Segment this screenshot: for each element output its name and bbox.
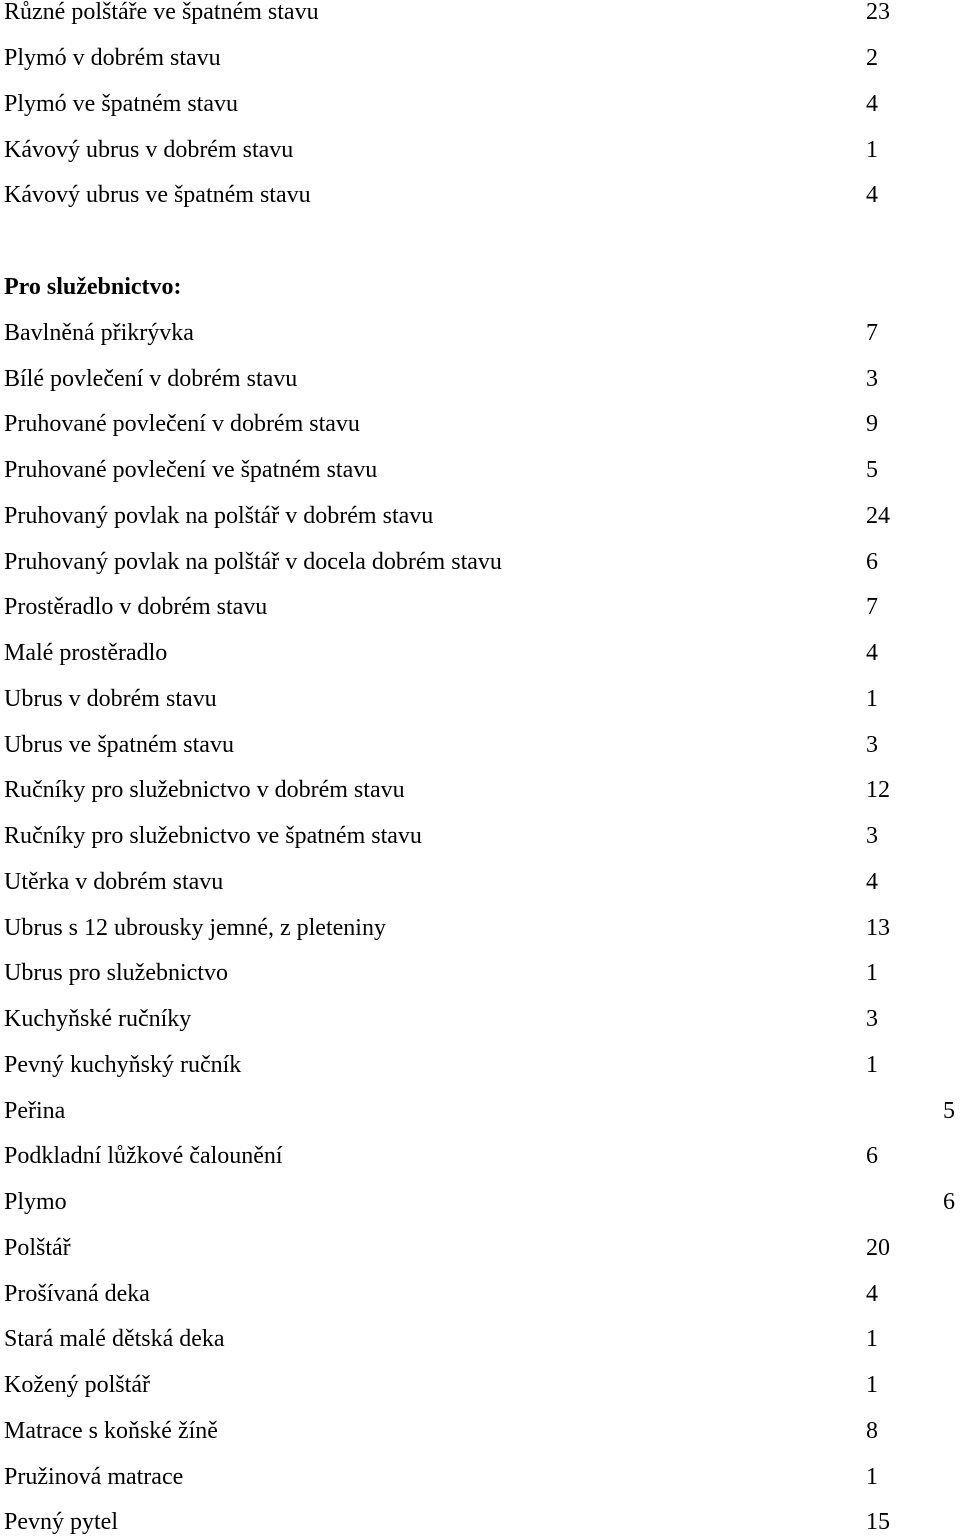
- item-label: Bílé povlečení v dobrém stavu: [4, 366, 298, 392]
- list-item: [0, 87, 960, 121]
- item-quantity: 9: [866, 411, 878, 437]
- item-quantity: 15: [866, 1509, 890, 1535]
- item-quantity: 1: [866, 137, 878, 163]
- list-item: [0, 1139, 960, 1173]
- item-quantity: 1: [866, 686, 878, 712]
- item-label: Prošívaná deka: [4, 1281, 150, 1307]
- item-quantity: 7: [866, 594, 878, 620]
- item-quantity: 20: [866, 1235, 890, 1261]
- list-item: [0, 590, 960, 624]
- item-label: Kávový ubrus ve špatném stavu: [4, 182, 311, 208]
- item-label: Peřina: [4, 1098, 66, 1124]
- item-label: Pružinová matrace: [4, 1464, 184, 1490]
- item-quantity: 1: [866, 1326, 878, 1352]
- item-quantity: 24: [866, 503, 890, 529]
- list-item: [0, 499, 960, 533]
- item-label: Ubrus s 12 ubrousky jemné, z pleteniny: [4, 915, 386, 941]
- item-label: Pevný kuchyňský ručník: [4, 1052, 242, 1078]
- list-item: [0, 728, 960, 762]
- list-item: [0, 1460, 960, 1494]
- item-quantity: 7: [866, 320, 878, 346]
- item-quantity: 4: [866, 91, 878, 117]
- item-label: Různé polštáře ve špatném stavu: [4, 0, 319, 25]
- list-item: [0, 1048, 960, 1082]
- item-label: Kuchyňské ručníky: [4, 1006, 192, 1032]
- item-label: Plymó ve špatném stavu: [4, 91, 238, 117]
- list-item: [0, 453, 960, 487]
- item-quantity: 3: [866, 823, 878, 849]
- item-quantity: 5: [866, 457, 878, 483]
- item-label: Bavlněná přikrývka: [4, 320, 194, 346]
- item-quantity: 1: [866, 960, 878, 986]
- item-quantity: 13: [866, 915, 890, 941]
- item-quantity: 3: [866, 366, 878, 392]
- list-item: [0, 911, 960, 945]
- item-label: Stará malé dětská deka: [4, 1326, 225, 1352]
- item-label: Utěrka v dobrém stavu: [4, 869, 224, 895]
- list-item: [0, 1277, 960, 1311]
- item-quantity: 4: [866, 869, 878, 895]
- list-item: [0, 682, 960, 716]
- item-quantity: 4: [866, 1281, 878, 1307]
- item-label: Pruhovaný povlak na polštář v docela dobrém stavu: [4, 549, 502, 575]
- item-quantity: 4: [866, 182, 878, 208]
- item-label: Pevný pytel: [4, 1509, 118, 1535]
- list-item: [0, 0, 960, 29]
- item-quantity: 23: [866, 0, 890, 25]
- list-item: [0, 819, 960, 853]
- list-item: [0, 1322, 960, 1356]
- item-label: Polštář: [4, 1235, 71, 1261]
- item-label: Ručníky pro služebnictvo ve špatném stavu: [4, 823, 422, 849]
- item-label: Plymó v dobrém stavu: [4, 45, 221, 71]
- list-item: [0, 407, 960, 441]
- item-quantity: 1: [866, 1464, 878, 1490]
- item-quantity: 5: [943, 1098, 955, 1124]
- item-quantity: 6: [866, 549, 878, 575]
- item-label: Ručníky pro služebnictvo v dobrém stavu: [4, 777, 405, 803]
- section-heading: Pro služebnictvo:: [4, 274, 182, 300]
- list-item: [0, 636, 960, 670]
- list-item: [0, 545, 960, 579]
- item-label: Ubrus ve špatném stavu: [4, 732, 234, 758]
- list-item: [0, 362, 960, 396]
- list-item: [0, 178, 960, 212]
- item-quantity: 2: [866, 45, 878, 71]
- item-label: Kávový ubrus v dobrém stavu: [4, 137, 294, 163]
- item-label: Plymo: [4, 1189, 67, 1215]
- item-label: Matrace s koňské žíně: [4, 1418, 218, 1444]
- item-label: Pruhované povlečení v dobrém stavu: [4, 411, 360, 437]
- list-item: [0, 316, 960, 350]
- item-label: Pruhované povlečení ve špatném stavu: [4, 457, 378, 483]
- item-quantity: 6: [866, 1143, 878, 1169]
- list-item: [0, 956, 960, 990]
- list-item: [0, 133, 960, 167]
- list-item: [0, 1185, 960, 1219]
- item-label: Kožený polštář: [4, 1372, 150, 1398]
- list-item: [0, 773, 960, 807]
- item-quantity: 4: [866, 640, 878, 666]
- item-quantity: 12: [866, 777, 890, 803]
- item-quantity: 3: [866, 732, 878, 758]
- list-item: [0, 1231, 960, 1265]
- item-label: Ubrus v dobrém stavu: [4, 686, 217, 712]
- item-label: Ubrus pro služebnictvo: [4, 960, 228, 986]
- list-item: [0, 1094, 960, 1128]
- item-quantity: 8: [866, 1418, 878, 1444]
- list-item: [0, 865, 960, 899]
- item-label: Malé prostěradlo: [4, 640, 168, 666]
- list-item: [0, 1505, 960, 1539]
- item-label: Podkladní lůžkové čalounění: [4, 1143, 283, 1169]
- list-item: [0, 1414, 960, 1448]
- list-item: [0, 1368, 960, 1402]
- item-quantity: 3: [866, 1006, 878, 1032]
- list-item: [0, 41, 960, 75]
- list-item: [0, 1002, 960, 1036]
- item-quantity: 6: [943, 1189, 955, 1215]
- item-quantity: 1: [866, 1052, 878, 1078]
- item-label: Prostěradlo v dobrém stavu: [4, 594, 268, 620]
- item-label: Pruhovaný povlak na polštář v dobrém stavu: [4, 503, 434, 529]
- item-quantity: 1: [866, 1372, 878, 1398]
